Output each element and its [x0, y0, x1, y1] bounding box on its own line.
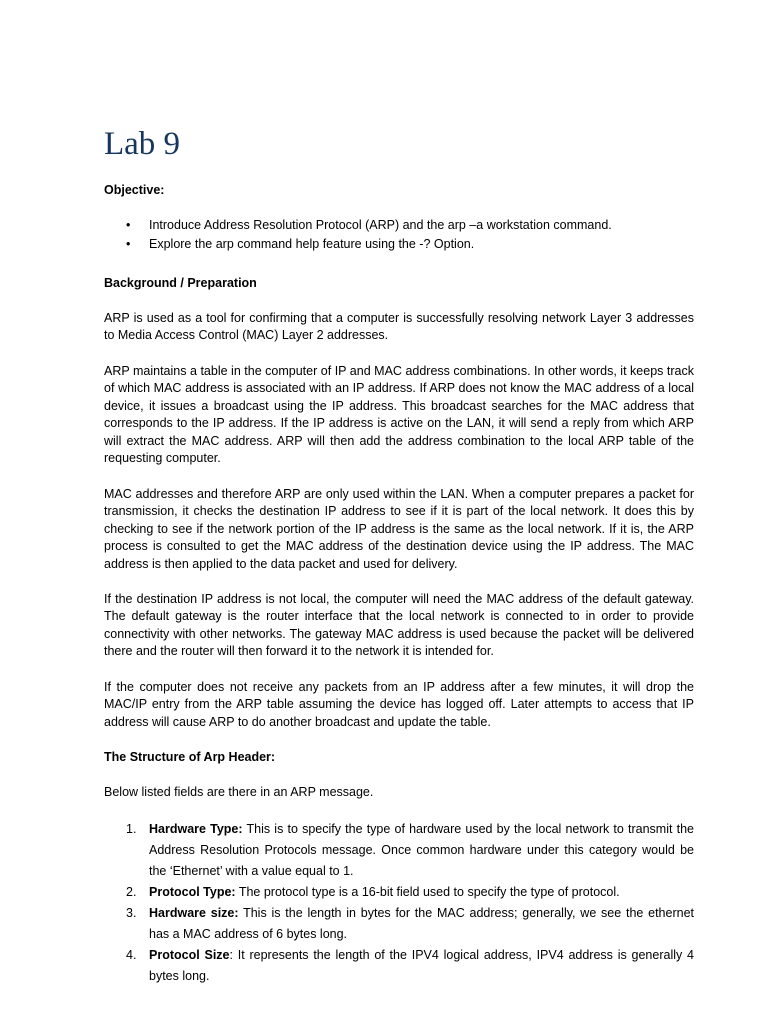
- structure-intro: Below listed fields are there in an ARP message.: [104, 785, 374, 799]
- background-paragraph: MAC addresses and therefore ARP are only used within the LAN. When a computer prepares a packet for transmission, it checks the destination IP address to see if it is part of the local network. It does this by checking to see if the network portion of the IP address is the same as the local network. If it is, the ARP process is consulted to get the MAC address of the destination device using the IP address. The MAC address is then applied to the data packet and used for delivery.: [104, 487, 694, 571]
- arp-fields-list: [104, 819, 694, 987]
- field-description: : It represents the length of the IPV4 logical address, IPV4 address is generally 4 bytes long.: [149, 948, 694, 983]
- page-title: Lab 9: [104, 126, 181, 162]
- field-description: This is the length in bytes for the MAC address; generally, we see the ethernet has a MAC address of 6 bytes long.: [149, 906, 694, 941]
- objective-item: • Explore the arp command help feature using the -? Option.: [104, 235, 694, 254]
- structure-heading: The Structure of Arp Header:: [104, 750, 276, 764]
- list-number: 3.: [126, 906, 137, 920]
- field-term: Hardware size:: [149, 906, 239, 920]
- list-number: 1.: [126, 822, 137, 836]
- field-description: This is to specify the type of hardware used by the local network to transmit the Address Resolution Protocols message. Once common hardware under this category would be the ‘Ethernet’ with a value equal to 1.: [149, 822, 695, 878]
- list-number: 4.: [126, 948, 137, 962]
- objective-list: [104, 216, 694, 254]
- field-description: The protocol type is a 16-bit field used to specify the type of protocol.: [235, 885, 620, 899]
- background-paragraph: If the computer does not receive any packets from an IP address after a few minutes, it will drop the MAC/IP entry from the ARP table assuming the device has logged off. Later attempts to access that IP address will cause ARP to do another broadcast and update the table.: [104, 680, 694, 729]
- background-paragraph: ARP maintains a table in the computer of IP and MAC address combinations. In other words, it keeps track of which MAC address is associated with an IP address. If ARP does not know the MAC address of a local device, it issues a broadcast using the IP address. This broadcast searches for the MAC address that corresponds to the IP address. If the IP address is active on the LAN, it will send a reply from which ARP will extract the MAC address. ARP will then add the address combination to the local ARP table of the requesting computer.: [104, 364, 694, 466]
- list-item: [104, 903, 694, 945]
- objective-heading: Objective:: [104, 183, 165, 197]
- background-paragraph: ARP is used as a tool for confirming that a computer is successfully resolving network Layer 3 addresses to Media Access Control (MAC) Layer 2 addresses.: [104, 311, 694, 343]
- background-paragraph: If the destination IP address is not local, the computer will need the MAC address of the default gateway. The default gateway is the router interface that the local network is connected to in order to provide connectivity with other networks. The gateway MAC address is used because the packet will be delivered there and the router will then forward it to the network it is intended for.: [104, 592, 694, 659]
- objective-item: • Introduce Address Resolution Protocol (ARP) and the arp –a workstation command.: [104, 216, 694, 235]
- list-number: 2.: [126, 885, 137, 899]
- list-item: [104, 945, 694, 987]
- background-heading: Background / Preparation: [104, 276, 257, 290]
- field-term: Hardware Type:: [149, 822, 243, 836]
- list-item: [104, 882, 694, 903]
- field-term: Protocol Type:: [149, 885, 236, 899]
- field-term: Protocol Size: [149, 948, 230, 962]
- list-item: [104, 819, 694, 882]
